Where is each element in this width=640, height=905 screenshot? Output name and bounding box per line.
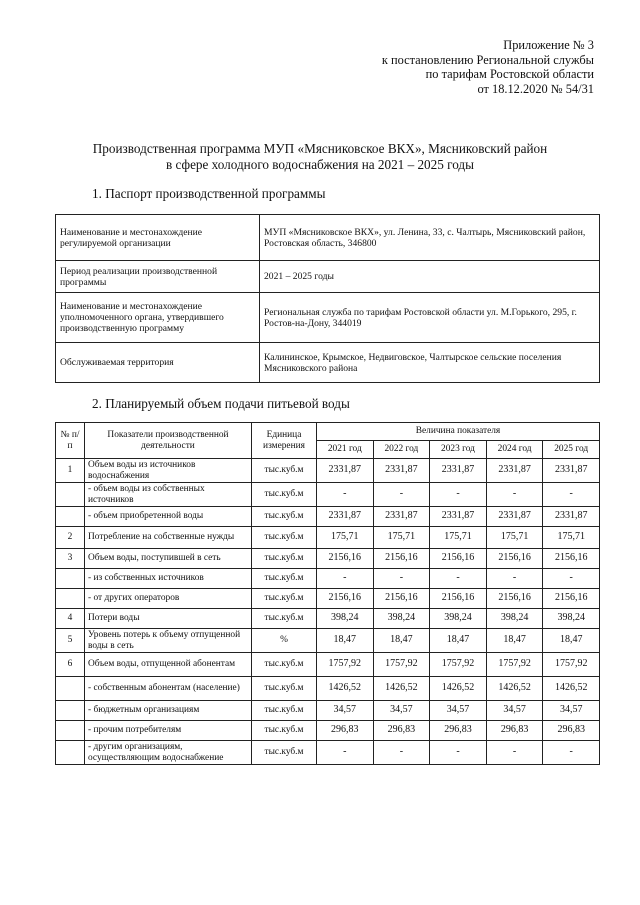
row-unit: % bbox=[252, 629, 317, 653]
col-header-indicator: Показатели производственной деятельности bbox=[85, 423, 252, 459]
row-value: 2331,87 bbox=[543, 507, 600, 527]
row-value: 2331,87 bbox=[317, 459, 374, 483]
col-header-value: Величина показателя bbox=[317, 423, 600, 441]
col-header-year: 2023 год bbox=[430, 441, 487, 459]
row-value: 296,83 bbox=[430, 721, 487, 741]
row-value: 175,71 bbox=[430, 527, 487, 549]
row-unit: тыс.куб.м bbox=[252, 721, 317, 741]
table-row bbox=[56, 549, 600, 569]
row-unit: тыс.куб.м bbox=[252, 609, 317, 629]
row-value: 2331,87 bbox=[543, 459, 600, 483]
row-value: 1426,52 bbox=[317, 677, 374, 701]
row-value: 296,83 bbox=[373, 721, 430, 741]
col-header-year: 2025 год bbox=[543, 441, 600, 459]
row-value: - bbox=[373, 483, 430, 507]
row-value: 2331,87 bbox=[317, 507, 374, 527]
row-value: 1426,52 bbox=[543, 677, 600, 701]
row-value: 398,24 bbox=[317, 609, 374, 629]
passport-table bbox=[55, 214, 600, 383]
row-number bbox=[56, 721, 85, 741]
row-value: 2331,87 bbox=[486, 459, 543, 483]
row-indicator: Объем воды, отпущенной абонентам bbox=[85, 653, 252, 677]
row-number: 4 bbox=[56, 609, 85, 629]
col-header-year: 2024 год bbox=[486, 441, 543, 459]
row-value: 398,24 bbox=[373, 609, 430, 629]
row-value: 398,24 bbox=[543, 609, 600, 629]
row-value: 34,57 bbox=[430, 701, 487, 721]
row-number bbox=[56, 741, 85, 765]
row-unit: тыс.куб.м bbox=[252, 741, 317, 765]
table-row bbox=[56, 507, 600, 527]
table-row bbox=[56, 609, 600, 629]
row-value: 18,47 bbox=[373, 629, 430, 653]
row-value: 2156,16 bbox=[543, 549, 600, 569]
row-number bbox=[56, 589, 85, 609]
row-value: 2331,87 bbox=[430, 459, 487, 483]
row-unit: тыс.куб.м bbox=[252, 549, 317, 569]
row-value: 175,71 bbox=[486, 527, 543, 549]
document-title bbox=[40, 141, 600, 173]
row-indicator: - бюджетным организациям bbox=[85, 701, 252, 721]
row-value: 18,47 bbox=[317, 629, 374, 653]
row-value: 175,71 bbox=[543, 527, 600, 549]
row-value: - bbox=[486, 569, 543, 589]
row-value: - bbox=[486, 741, 543, 765]
row-value: 2156,16 bbox=[486, 549, 543, 569]
row-indicator: Потери воды bbox=[85, 609, 252, 629]
row-value: 1757,92 bbox=[543, 653, 600, 677]
row-value: - bbox=[430, 483, 487, 507]
row-value: 2156,16 bbox=[317, 589, 374, 609]
passport-row bbox=[56, 343, 600, 383]
row-value: 18,47 bbox=[543, 629, 600, 653]
row-value: 398,24 bbox=[486, 609, 543, 629]
row-value: 296,83 bbox=[486, 721, 543, 741]
table-body bbox=[56, 459, 600, 765]
col-header-unit: Единица измерения bbox=[252, 423, 317, 459]
row-value: 2156,16 bbox=[486, 589, 543, 609]
row-value: 2156,16 bbox=[430, 589, 487, 609]
row-value: 2331,87 bbox=[486, 507, 543, 527]
table-row bbox=[56, 721, 600, 741]
appendix-line: Приложение № 3 bbox=[503, 38, 594, 52]
row-value: - bbox=[317, 741, 374, 765]
row-number: 2 bbox=[56, 527, 85, 549]
row-number bbox=[56, 569, 85, 589]
row-indicator: - прочим потребителям bbox=[85, 721, 252, 741]
row-unit: тыс.куб.м bbox=[252, 483, 317, 507]
row-indicator: Объем воды из источников водоснабжения bbox=[85, 459, 252, 483]
row-value: 175,71 bbox=[373, 527, 430, 549]
row-number bbox=[56, 677, 85, 701]
row-value: 2156,16 bbox=[543, 589, 600, 609]
table-row bbox=[56, 459, 600, 483]
row-indicator: - из собственных источников bbox=[85, 569, 252, 589]
row-value: - bbox=[317, 483, 374, 507]
row-value: 398,24 bbox=[430, 609, 487, 629]
passport-label: Наименование и местонахождение уполномоченного органа, утвердившего производственную программу bbox=[56, 293, 260, 343]
row-value: 296,83 bbox=[317, 721, 374, 741]
appendix-line: к постановлению Региональной службы bbox=[381, 52, 594, 67]
passport-value: МУП «Мясниковское ВКХ», ул. Ленина, 33, с. Чалтырь, Мясниковский район, Ростовская область, 346800 bbox=[260, 215, 600, 261]
row-indicator: Потребление на собственные нужды bbox=[85, 527, 252, 549]
row-value: - bbox=[430, 741, 487, 765]
row-value: - bbox=[317, 569, 374, 589]
row-value: 2331,87 bbox=[430, 507, 487, 527]
row-number bbox=[56, 701, 85, 721]
row-value: 1757,92 bbox=[317, 653, 374, 677]
row-unit: тыс.куб.м bbox=[252, 569, 317, 589]
row-value: 2331,87 bbox=[373, 459, 430, 483]
table-row bbox=[56, 569, 600, 589]
section-1-heading: 1. Паспорт производственной программы bbox=[92, 186, 326, 201]
row-value: 1426,52 bbox=[486, 677, 543, 701]
row-indicator: Уровень потерь к объему отпущенной воды в сеть bbox=[85, 629, 252, 653]
row-value: 2156,16 bbox=[373, 549, 430, 569]
row-indicator: Объем воды, поступившей в сеть bbox=[85, 549, 252, 569]
passport-label: Период реализации производственной программы bbox=[56, 261, 260, 293]
row-unit: тыс.куб.м bbox=[252, 507, 317, 527]
row-value: 18,47 bbox=[430, 629, 487, 653]
row-indicator: - объем приобретенной воды bbox=[85, 507, 252, 527]
table-row bbox=[56, 629, 600, 653]
table-row bbox=[56, 653, 600, 677]
row-number: 6 bbox=[56, 653, 85, 677]
header-row bbox=[56, 423, 600, 441]
row-indicator: - от других операторов bbox=[85, 589, 252, 609]
appendix-line: по тарифам Ростовской области bbox=[425, 67, 594, 82]
row-unit: тыс.куб.м bbox=[252, 527, 317, 549]
table-row bbox=[56, 483, 600, 507]
row-value: - bbox=[543, 741, 600, 765]
section-2-heading: 2. Планируемый объем подачи питьевой воды bbox=[92, 396, 350, 411]
row-unit: тыс.куб.м bbox=[252, 459, 317, 483]
row-value: 34,57 bbox=[486, 701, 543, 721]
row-value: - bbox=[373, 569, 430, 589]
row-value: 1757,92 bbox=[430, 653, 487, 677]
row-value: 18,47 bbox=[486, 629, 543, 653]
row-number: 5 bbox=[56, 629, 85, 653]
col-header-year: 2021 год bbox=[317, 441, 374, 459]
col-header-year: 2022 год bbox=[373, 441, 430, 459]
title-line: Производственная программа МУП «Мясниковское ВКХ», Мясниковский район bbox=[92, 141, 548, 156]
table-row bbox=[56, 677, 600, 701]
row-value: - bbox=[543, 483, 600, 507]
row-value: 34,57 bbox=[543, 701, 600, 721]
row-value: 175,71 bbox=[317, 527, 374, 549]
row-unit: тыс.куб.м bbox=[252, 677, 317, 701]
passport-value: Региональная служба по тарифам Ростовской области ул. М.Горького, 295, г. Ростов-на-Дону, 344019 bbox=[260, 293, 600, 343]
appendix-block bbox=[382, 38, 594, 96]
row-value: 2156,16 bbox=[373, 589, 430, 609]
row-value: - bbox=[486, 483, 543, 507]
passport-row bbox=[56, 261, 600, 293]
row-value: - bbox=[543, 569, 600, 589]
row-value: 1757,92 bbox=[486, 653, 543, 677]
passport-value: 2021 – 2025 годы bbox=[260, 261, 600, 293]
row-value: 2331,87 bbox=[373, 507, 430, 527]
row-value: 34,57 bbox=[317, 701, 374, 721]
row-value: 34,57 bbox=[373, 701, 430, 721]
title-line: в сфере холодного водоснабжения на 2021 – 2025 годы bbox=[165, 157, 475, 172]
row-indicator: - собственным абонентам (население) bbox=[85, 677, 252, 701]
row-unit: тыс.куб.м bbox=[252, 653, 317, 677]
water-volume-table bbox=[55, 422, 600, 765]
passport-row bbox=[56, 293, 600, 343]
row-number bbox=[56, 483, 85, 507]
row-value: 2156,16 bbox=[317, 549, 374, 569]
table-row bbox=[56, 701, 600, 721]
row-indicator: - объем воды из собственных источников bbox=[85, 483, 252, 507]
row-unit: тыс.куб.м bbox=[252, 589, 317, 609]
passport-row bbox=[56, 215, 600, 261]
row-indicator: - другим организациям, осуществляющим водоснабжение bbox=[85, 741, 252, 765]
row-number: 1 bbox=[56, 459, 85, 483]
row-number bbox=[56, 507, 85, 527]
row-value: 1426,52 bbox=[430, 677, 487, 701]
appendix-line: от 18.12.2020 № 54/31 bbox=[477, 81, 594, 96]
row-value: 2156,16 bbox=[430, 549, 487, 569]
row-unit: тыс.куб.м bbox=[252, 701, 317, 721]
col-header-no: № п/п bbox=[56, 423, 85, 459]
table-row bbox=[56, 589, 600, 609]
table-row bbox=[56, 527, 600, 549]
table-row bbox=[56, 741, 600, 765]
passport-value: Калининское, Крымское, Недвиговское, Чалтырское сельские поселения Мясниковского района bbox=[260, 343, 600, 383]
row-value: 1426,52 bbox=[373, 677, 430, 701]
passport-label: Наименование и местонахождение регулируемой организации bbox=[56, 215, 260, 261]
passport-label: Обслуживаемая территория bbox=[56, 343, 260, 383]
row-value: 1757,92 bbox=[373, 653, 430, 677]
row-number: 3 bbox=[56, 549, 85, 569]
row-value: - bbox=[373, 741, 430, 765]
row-value: 296,83 bbox=[543, 721, 600, 741]
row-value: - bbox=[430, 569, 487, 589]
